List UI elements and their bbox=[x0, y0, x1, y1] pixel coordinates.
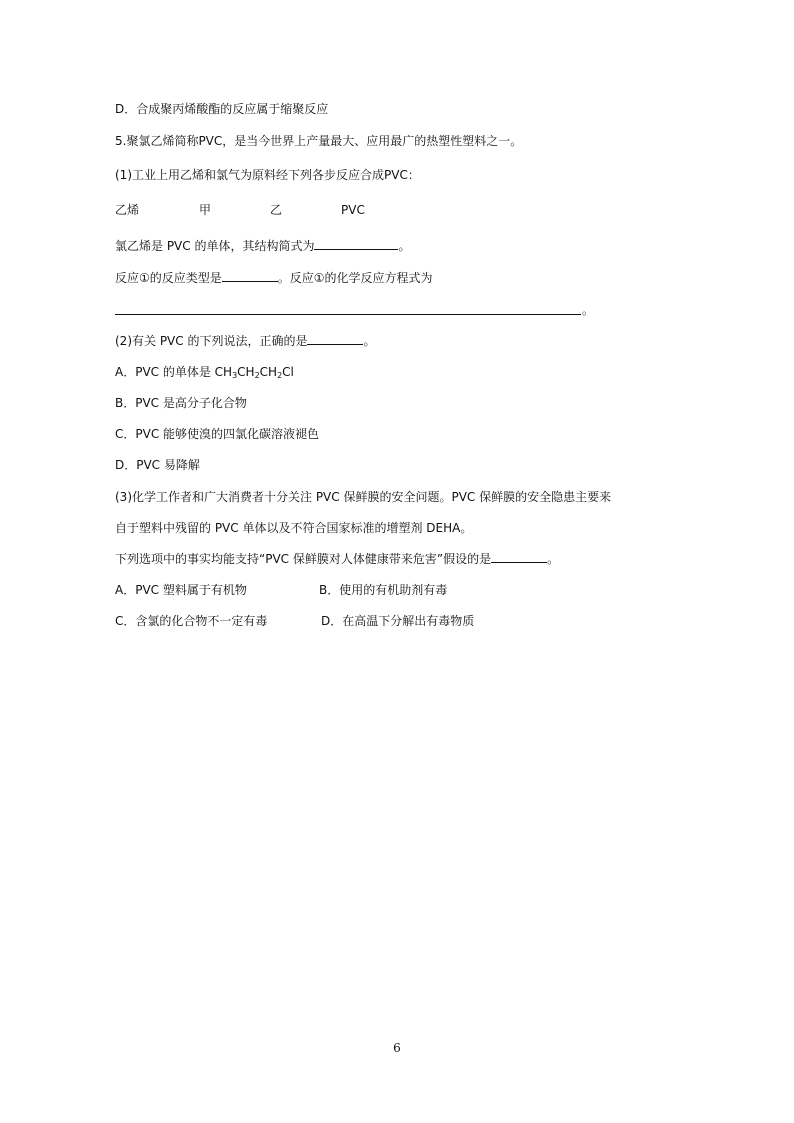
reaction-type-question bbox=[115, 270, 433, 286]
part-2-text: (2)有关 PVC 的下列说法，正确的是 bbox=[115, 334, 308, 348]
sequence-yi: 乙 bbox=[270, 203, 283, 217]
part-3-line-2: 自于塑料中残留的 PVC 单体以及不符合国家标准的增塑剂 DEHA。 bbox=[115, 521, 473, 535]
part-2-option-a bbox=[115, 364, 294, 380]
part-2-end: 。 bbox=[363, 334, 376, 348]
part-2-option-d: D．PVC 易降解 bbox=[115, 458, 200, 472]
reaction-equation-text: 。反应①的化学反应方程式为 bbox=[277, 271, 433, 285]
equation-end-mark: 。 bbox=[582, 303, 595, 317]
option-a-sub3: 2 bbox=[277, 371, 283, 380]
monomer-question-text: 氯乙烯是 PVC 的单体，其结构简式为 bbox=[115, 239, 315, 253]
monomer-answer-blank[interactable] bbox=[314, 238, 398, 250]
page-number: 6 bbox=[393, 1041, 401, 1055]
option-a-mid1: CH bbox=[237, 365, 255, 379]
monomer-question-end: 。 bbox=[398, 239, 411, 253]
monomer-question bbox=[115, 238, 410, 254]
part-2-answer-blank[interactable] bbox=[307, 333, 363, 345]
option-d-previous: D．合成聚丙烯酸酯的反应属于缩聚反应 bbox=[115, 102, 329, 116]
option-a-suffix: Cl bbox=[282, 365, 294, 379]
part-3-question-text: 下列选项中的事实均能支持“PVC 保鲜膜对人体健康带来危害”假设的是 bbox=[115, 552, 492, 566]
part-2-question bbox=[115, 333, 375, 349]
part-3-line-1: (3)化学工作者和广大消费者十分关注 PVC 保鲜膜的安全问题。PVC 保鲜膜的安全隐患主要来 bbox=[115, 490, 612, 504]
sequence-pvc: PVC bbox=[341, 203, 365, 217]
option-a-sub1: 3 bbox=[232, 371, 238, 380]
part-3-option-b: B．使用的有机助剂有毒 bbox=[319, 583, 448, 597]
part-3-answer-blank[interactable] bbox=[491, 551, 547, 563]
sequence-ethylene: 乙烯 bbox=[115, 203, 140, 217]
option-a-mid2: CH bbox=[259, 365, 278, 379]
part-3-question-end: 。 bbox=[547, 552, 560, 566]
reaction-type-text: 反应①的反应类型是 bbox=[115, 271, 222, 285]
part-3-option-d: D．在高温下分解出有毒物质 bbox=[321, 614, 475, 628]
part-1-intro: (1)工业上用乙烯和氯气为原料经下列各步反应合成PVC： bbox=[115, 168, 420, 182]
sequence-jia: 甲 bbox=[199, 203, 212, 217]
part-3-option-c: C．含氯的化合物不一定有毒 bbox=[115, 614, 268, 628]
part-3-option-a: A．PVC 塑料属于有机物 bbox=[115, 583, 247, 597]
question-5-title: 5.聚氯乙烯简称PVC，是当今世界上产量最大、应用最广的热塑性塑料之一。 bbox=[115, 134, 523, 148]
reaction-type-blank[interactable] bbox=[222, 270, 278, 282]
equation-answer-blank[interactable] bbox=[115, 314, 581, 315]
part-2-option-c: C．PVC 能够使溴的四氯化碳溶液褪色 bbox=[115, 427, 320, 441]
option-a-prefix: A．PVC 的单体是 CH bbox=[115, 365, 233, 379]
part-3-question bbox=[115, 551, 559, 567]
option-a-sub2: 2 bbox=[254, 371, 260, 380]
part-2-option-b: B．PVC 是高分子化合物 bbox=[115, 396, 247, 410]
